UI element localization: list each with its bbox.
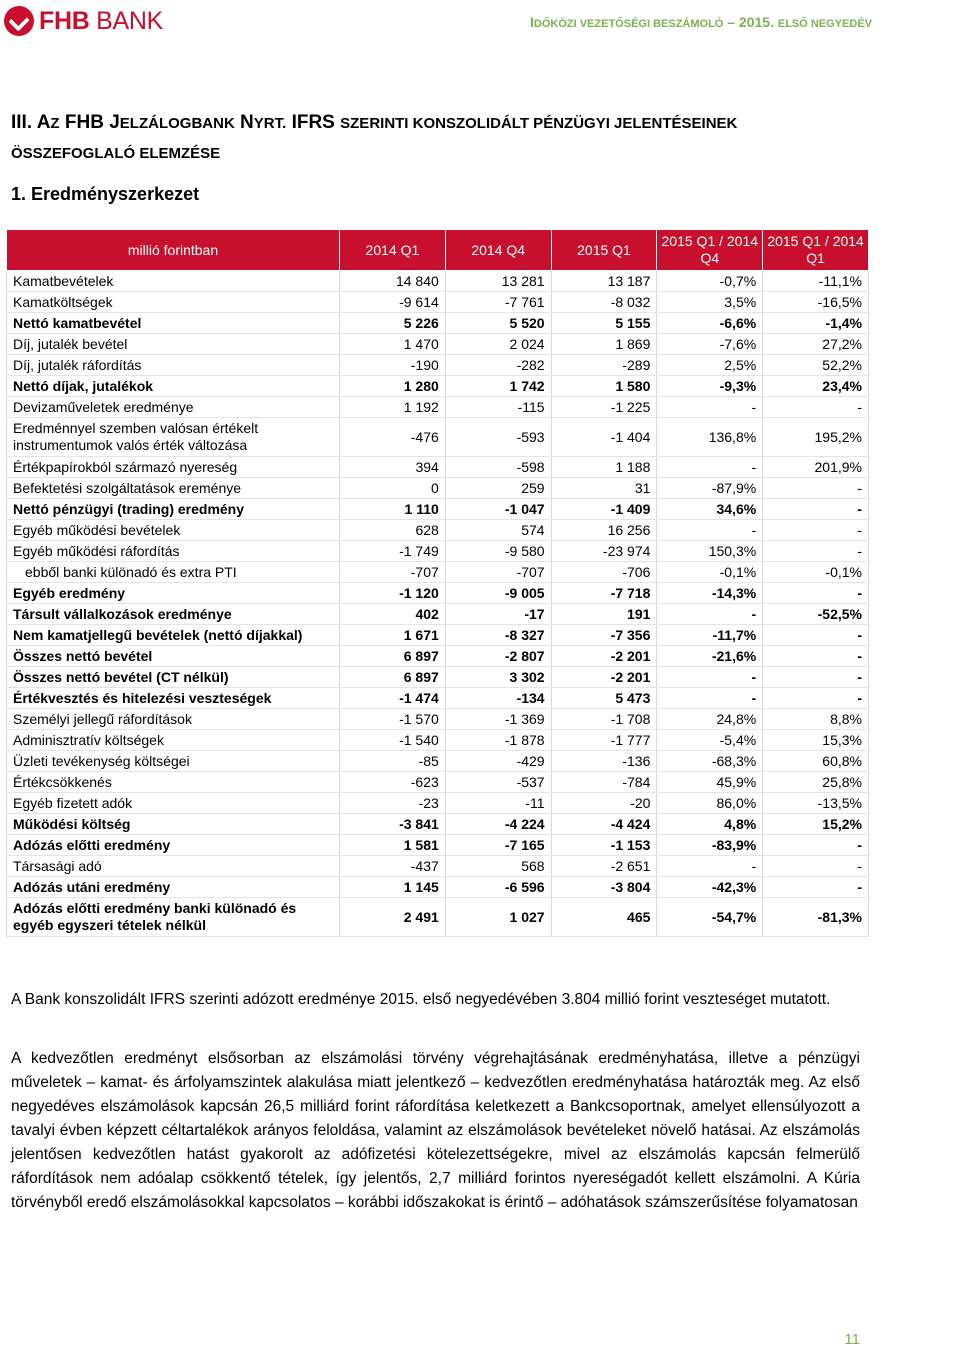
cell-value: -52,5% bbox=[763, 604, 869, 625]
cell-value: -85 bbox=[340, 751, 446, 772]
cell-value: -707 bbox=[340, 562, 446, 583]
fhb-bank-logo bbox=[4, 6, 163, 36]
cell-value: -0,1% bbox=[763, 562, 869, 583]
table-row bbox=[7, 397, 869, 418]
cell-value: 394 bbox=[340, 457, 446, 478]
cell-value: - bbox=[763, 625, 869, 646]
cell-value: - bbox=[763, 478, 869, 499]
cell-value: 1 188 bbox=[551, 457, 657, 478]
row-label: Egyéb működési ráfordítás bbox=[7, 541, 340, 562]
cell-value: 45,9% bbox=[657, 772, 763, 793]
cell-value: -7 165 bbox=[445, 835, 551, 856]
cell-value: -7,6% bbox=[657, 334, 763, 355]
table-row bbox=[7, 334, 869, 355]
cell-value: - bbox=[657, 856, 763, 877]
cell-value: 136,8% bbox=[657, 418, 763, 457]
row-label: Díj, jutalék ráfordítás bbox=[7, 355, 340, 376]
cell-value: 5 226 bbox=[340, 313, 446, 334]
cell-value: -8 032 bbox=[551, 292, 657, 313]
cell-value: -1,4% bbox=[763, 313, 869, 334]
row-label: Társasági adó bbox=[7, 856, 340, 877]
table-row bbox=[7, 292, 869, 313]
table-row bbox=[7, 604, 869, 625]
paragraph: A kedvezőtlen eredményt elsősorban az elszámolási törvény végrehajtásának eredményhatása, illetve a pénzügyi műveletek – kamat- és árfolyamszintek alakulása miatt jelentkező – kedvezőtlen eredményhatása határozták meg. Az első negyedéves elszámolások kapcsán 26,5 milliárd forint ráfordítása keletkezett a Bankcsoportnak, amelyet ellensúlyozott a tavalyi évben képzett céltartalékok arányos feloldása, valamint az elszámolások bevételeket növelő hatásai. Az elszámolás jelentősen kedvezőtlen hatást gyakorolt az adófizetési kötelezettségekre, mivel az elszámolás kapcsán felmerülő ráfordítások nem adóalap csökkentő tételek, így jelentős, 2,7 milliárd forintos nyereségadót kellett elszámolni. A Kúria törvényből eredő elszámolásokkal kapcsolatos – korábbi időszakokat is érintő – adóhatások számszerűsítése folyamatosan bbox=[11, 1050, 860, 1211]
section-title bbox=[11, 108, 861, 168]
cell-value: -11,1% bbox=[763, 271, 869, 292]
cell-value: 8,8% bbox=[763, 709, 869, 730]
cell-value: - bbox=[657, 520, 763, 541]
cell-value: -1 409 bbox=[551, 499, 657, 520]
cell-value: 1 280 bbox=[340, 376, 446, 397]
cell-value: 4,8% bbox=[657, 814, 763, 835]
row-label: Befektetési szolgáltatások ereménye bbox=[7, 478, 340, 499]
cell-value: -282 bbox=[445, 355, 551, 376]
cell-value: -2 807 bbox=[445, 646, 551, 667]
cell-value: -1 047 bbox=[445, 499, 551, 520]
cell-value: -7 718 bbox=[551, 583, 657, 604]
cell-value: 574 bbox=[445, 520, 551, 541]
cell-value: -6,6% bbox=[657, 313, 763, 334]
cell-value: -537 bbox=[445, 772, 551, 793]
cell-value: -784 bbox=[551, 772, 657, 793]
column-header: 2014 Q4 bbox=[445, 230, 551, 271]
cell-value: -190 bbox=[340, 355, 446, 376]
cell-value: -3 841 bbox=[340, 814, 446, 835]
section-title-part: N bbox=[234, 112, 254, 133]
cell-value: -7 356 bbox=[551, 625, 657, 646]
cell-value: 5 155 bbox=[551, 313, 657, 334]
logo-bold: FHB bbox=[39, 6, 90, 35]
cell-value: -11,7% bbox=[657, 625, 763, 646]
cell-value: -9 614 bbox=[340, 292, 446, 313]
cell-value: 2 491 bbox=[340, 898, 446, 937]
table-row bbox=[7, 709, 869, 730]
cell-value: -2 201 bbox=[551, 646, 657, 667]
cell-value: -16,5% bbox=[763, 292, 869, 313]
cell-value: - bbox=[763, 499, 869, 520]
column-header: millió forintban bbox=[7, 230, 340, 271]
cell-value: 1 742 bbox=[445, 376, 551, 397]
cell-value: -13,5% bbox=[763, 793, 869, 814]
cell-value: -20 bbox=[551, 793, 657, 814]
cell-value: -706 bbox=[551, 562, 657, 583]
cell-value: -1 749 bbox=[340, 541, 446, 562]
cell-value: 201,9% bbox=[763, 457, 869, 478]
cell-value: -0,1% bbox=[657, 562, 763, 583]
table-row bbox=[7, 625, 869, 646]
section-title-part: ELZÁLOGBANK bbox=[119, 115, 235, 132]
cell-value: -21,6% bbox=[657, 646, 763, 667]
cell-value: -9 580 bbox=[445, 541, 551, 562]
cell-value: 6 897 bbox=[340, 667, 446, 688]
report-title-initial: I bbox=[530, 14, 534, 30]
table-row bbox=[7, 877, 869, 898]
cell-value: -1 878 bbox=[445, 730, 551, 751]
cell-value: -87,9% bbox=[657, 478, 763, 499]
cell-value: -1 708 bbox=[551, 709, 657, 730]
cell-value: -23 bbox=[340, 793, 446, 814]
cell-value: -1 369 bbox=[445, 709, 551, 730]
cell-value: 13 281 bbox=[445, 271, 551, 292]
cell-value: 3 302 bbox=[445, 667, 551, 688]
row-label: Adminisztratív költségek bbox=[7, 730, 340, 751]
cell-value: -1 540 bbox=[340, 730, 446, 751]
cell-value: 15,3% bbox=[763, 730, 869, 751]
cell-value: 465 bbox=[551, 898, 657, 937]
cell-value: 195,2% bbox=[763, 418, 869, 457]
cell-value: -1 474 bbox=[340, 688, 446, 709]
cell-value: -17 bbox=[445, 604, 551, 625]
cell-value: 1 869 bbox=[551, 334, 657, 355]
cell-value: - bbox=[763, 541, 869, 562]
cell-value: -14,3% bbox=[657, 583, 763, 604]
cell-value: -598 bbox=[445, 457, 551, 478]
table-row bbox=[7, 898, 869, 937]
cell-value: -9,3% bbox=[657, 376, 763, 397]
cell-value: 191 bbox=[551, 604, 657, 625]
section-title-part: IFRS bbox=[286, 112, 341, 133]
cell-value: 23,4% bbox=[763, 376, 869, 397]
table-row bbox=[7, 520, 869, 541]
cell-value: -1 404 bbox=[551, 418, 657, 457]
cell-value: 1 192 bbox=[340, 397, 446, 418]
cell-value: 568 bbox=[445, 856, 551, 877]
cell-value: - bbox=[657, 667, 763, 688]
cell-value: -136 bbox=[551, 751, 657, 772]
table-row bbox=[7, 499, 869, 520]
paragraph: A Bank konszolidált IFRS szerinti adózott eredménye 2015. első negyedévében 3.804 millió forint veszteséget mutatott. bbox=[11, 991, 831, 1008]
row-label: Nettó díjak, jutalékok bbox=[7, 376, 340, 397]
cell-value: 0 bbox=[340, 478, 446, 499]
cell-value: 15,2% bbox=[763, 814, 869, 835]
cell-value: -81,3% bbox=[763, 898, 869, 937]
table-header-row bbox=[7, 230, 869, 271]
row-label: Kamatköltségek bbox=[7, 292, 340, 313]
section-title-part: SZERINTI KONSZOLIDÁLT PÉNZÜGYI JELENTÉSEINEK ÖSSZEFOGLALÓ ELEMZÉSE bbox=[11, 115, 738, 162]
section-title-part: YRT. bbox=[253, 115, 287, 132]
cell-value: -623 bbox=[340, 772, 446, 793]
cell-value: 150,3% bbox=[657, 541, 763, 562]
cell-value: -437 bbox=[340, 856, 446, 877]
cell-value: 259 bbox=[445, 478, 551, 499]
cell-value: - bbox=[763, 688, 869, 709]
cell-value: -2 201 bbox=[551, 667, 657, 688]
cell-value: - bbox=[657, 688, 763, 709]
section-title-part: FHB J bbox=[59, 112, 120, 133]
table-row bbox=[7, 583, 869, 604]
cell-value: - bbox=[763, 520, 869, 541]
cell-value: -1 120 bbox=[340, 583, 446, 604]
row-label: Adózás előtti eredmény banki különadó és egyéb egyszeri tételek nélkül bbox=[7, 898, 340, 937]
cell-value: -7 761 bbox=[445, 292, 551, 313]
cell-value: -8 327 bbox=[445, 625, 551, 646]
cell-value: -429 bbox=[445, 751, 551, 772]
cell-value: 31 bbox=[551, 478, 657, 499]
cell-value: - bbox=[763, 397, 869, 418]
cell-value: 14 840 bbox=[340, 271, 446, 292]
row-label: Nettó kamatbevétel bbox=[7, 313, 340, 334]
cell-value: 402 bbox=[340, 604, 446, 625]
table-row bbox=[7, 418, 869, 457]
cell-value: -2 651 bbox=[551, 856, 657, 877]
section-title-part: III. A bbox=[11, 112, 51, 133]
cell-value: 1 581 bbox=[340, 835, 446, 856]
report-title-smallcaps: DŐKÖZI VEZETŐSÉGI BESZÁMOLÓ bbox=[533, 18, 724, 30]
row-label: Egyéb működési bevételek bbox=[7, 520, 340, 541]
row-label: Adózás előtti eredmény bbox=[7, 835, 340, 856]
cell-value: - bbox=[763, 856, 869, 877]
cell-value: 5 520 bbox=[445, 313, 551, 334]
cell-value: 1 671 bbox=[340, 625, 446, 646]
cell-value: 24,8% bbox=[657, 709, 763, 730]
cell-value: 1 470 bbox=[340, 334, 446, 355]
cell-value: 27,2% bbox=[763, 334, 869, 355]
table-row bbox=[7, 562, 869, 583]
table-row bbox=[7, 793, 869, 814]
row-label: Eredménnyel szemben valósan értékelt instrumentumok valós érték változása bbox=[7, 418, 340, 457]
cell-value: 52,2% bbox=[763, 355, 869, 376]
cell-value: - bbox=[657, 397, 763, 418]
row-label: Társult vállalkozások eredménye bbox=[7, 604, 340, 625]
table-row bbox=[7, 751, 869, 772]
cell-value: 13 187 bbox=[551, 271, 657, 292]
cell-value: 6 897 bbox=[340, 646, 446, 667]
cell-value: -68,3% bbox=[657, 751, 763, 772]
table-row bbox=[7, 355, 869, 376]
table-row bbox=[7, 856, 869, 877]
row-label: Összes nettó bevétel (CT nélkül) bbox=[7, 667, 340, 688]
table-row bbox=[7, 688, 869, 709]
row-label: Értékcsökkenés bbox=[7, 772, 340, 793]
row-label: Egyéb eredmény bbox=[7, 583, 340, 604]
cell-value: -707 bbox=[445, 562, 551, 583]
report-title bbox=[530, 14, 872, 30]
column-header: 2015 Q1 bbox=[551, 230, 657, 271]
table-row bbox=[7, 457, 869, 478]
cell-value: - bbox=[657, 457, 763, 478]
cell-value: 16 256 bbox=[551, 520, 657, 541]
page-number: 11 bbox=[844, 1331, 860, 1348]
cell-value: 1 110 bbox=[340, 499, 446, 520]
row-label: Devizaműveletek eredménye bbox=[7, 397, 340, 418]
table-row bbox=[7, 478, 869, 499]
row-label: Adózás utáni eredmény bbox=[7, 877, 340, 898]
row-label: Egyéb fizetett adók bbox=[7, 793, 340, 814]
table-row bbox=[7, 835, 869, 856]
row-label: Működési költség bbox=[7, 814, 340, 835]
section-title-part: Z bbox=[50, 115, 60, 132]
table-row bbox=[7, 376, 869, 397]
cell-value: 60,8% bbox=[763, 751, 869, 772]
table-body bbox=[7, 271, 869, 937]
row-label: Személyi jellegű ráfordítások bbox=[7, 709, 340, 730]
cell-value: -6 596 bbox=[445, 877, 551, 898]
cell-value: - bbox=[763, 583, 869, 604]
row-label: Kamatbevételek bbox=[7, 271, 340, 292]
logo-wordmark bbox=[39, 7, 163, 36]
column-header: 2014 Q1 bbox=[340, 230, 446, 271]
cell-value: -1 777 bbox=[551, 730, 657, 751]
cell-value: -0,7% bbox=[657, 271, 763, 292]
cell-value: -593 bbox=[445, 418, 551, 457]
cell-value: -4 424 bbox=[551, 814, 657, 835]
cell-value: 1 027 bbox=[445, 898, 551, 937]
cell-value: -42,3% bbox=[657, 877, 763, 898]
cell-value: -1 153 bbox=[551, 835, 657, 856]
page-header bbox=[0, 0, 960, 44]
cell-value: -54,7% bbox=[657, 898, 763, 937]
table-row bbox=[7, 313, 869, 334]
column-header: 2015 Q1 / 2014 Q1 bbox=[763, 230, 869, 271]
fhb-logo-icon bbox=[4, 6, 34, 36]
cell-value: -476 bbox=[340, 418, 446, 457]
row-label: Nettó pénzügyi (trading) eredmény bbox=[7, 499, 340, 520]
cell-value: -1 225 bbox=[551, 397, 657, 418]
cell-value: 86,0% bbox=[657, 793, 763, 814]
cell-value: -134 bbox=[445, 688, 551, 709]
report-title-year: – 2015. bbox=[723, 14, 778, 30]
cell-value: 2,5% bbox=[657, 355, 763, 376]
income-statement-table bbox=[6, 229, 869, 937]
cell-value: -23 974 bbox=[551, 541, 657, 562]
cell-value: - bbox=[763, 667, 869, 688]
row-label: Nem kamatjellegű bevételek (nettó díjakkal) bbox=[7, 625, 340, 646]
cell-value: - bbox=[763, 646, 869, 667]
logo-light: BANK bbox=[89, 6, 164, 35]
cell-value: -5,4% bbox=[657, 730, 763, 751]
row-label: Díj, jutalék bevétel bbox=[7, 334, 340, 355]
table-row bbox=[7, 646, 869, 667]
report-title-quarter: ELSŐ NEGYEDÉV bbox=[777, 18, 872, 30]
row-label: Értékpapírokból származó nyereség bbox=[7, 457, 340, 478]
row-label: Összes nettó bevétel bbox=[7, 646, 340, 667]
row-label: Értékvesztés és hitelezési veszteségek bbox=[7, 688, 340, 709]
cell-value: 1 145 bbox=[340, 877, 446, 898]
cell-value: -289 bbox=[551, 355, 657, 376]
cell-value: 2 024 bbox=[445, 334, 551, 355]
cell-value: 25,8% bbox=[763, 772, 869, 793]
cell-value: 1 580 bbox=[551, 376, 657, 397]
table-row bbox=[7, 814, 869, 835]
table-row bbox=[7, 730, 869, 751]
cell-value: -3 804 bbox=[551, 877, 657, 898]
column-header: 2015 Q1 / 2014 Q4 bbox=[657, 230, 763, 271]
table-row bbox=[7, 271, 869, 292]
cell-value: -4 224 bbox=[445, 814, 551, 835]
cell-value: 34,6% bbox=[657, 499, 763, 520]
row-label: ebből banki különadó és extra PTI bbox=[7, 562, 340, 583]
table-row bbox=[7, 772, 869, 793]
cell-value: 628 bbox=[340, 520, 446, 541]
cell-value: -1 570 bbox=[340, 709, 446, 730]
row-label: Üzleti tevékenység költségei bbox=[7, 751, 340, 772]
table-row bbox=[7, 667, 869, 688]
cell-value: -9 005 bbox=[445, 583, 551, 604]
cell-value: -11 bbox=[445, 793, 551, 814]
table-row bbox=[7, 541, 869, 562]
cell-value: 3,5% bbox=[657, 292, 763, 313]
cell-value: - bbox=[763, 877, 869, 898]
cell-value: -115 bbox=[445, 397, 551, 418]
cell-value: - bbox=[763, 835, 869, 856]
cell-value: - bbox=[657, 604, 763, 625]
subsection-title: 1. Eredményszerkezet bbox=[11, 184, 200, 204]
cell-value: 5 473 bbox=[551, 688, 657, 709]
cell-value: -83,9% bbox=[657, 835, 763, 856]
